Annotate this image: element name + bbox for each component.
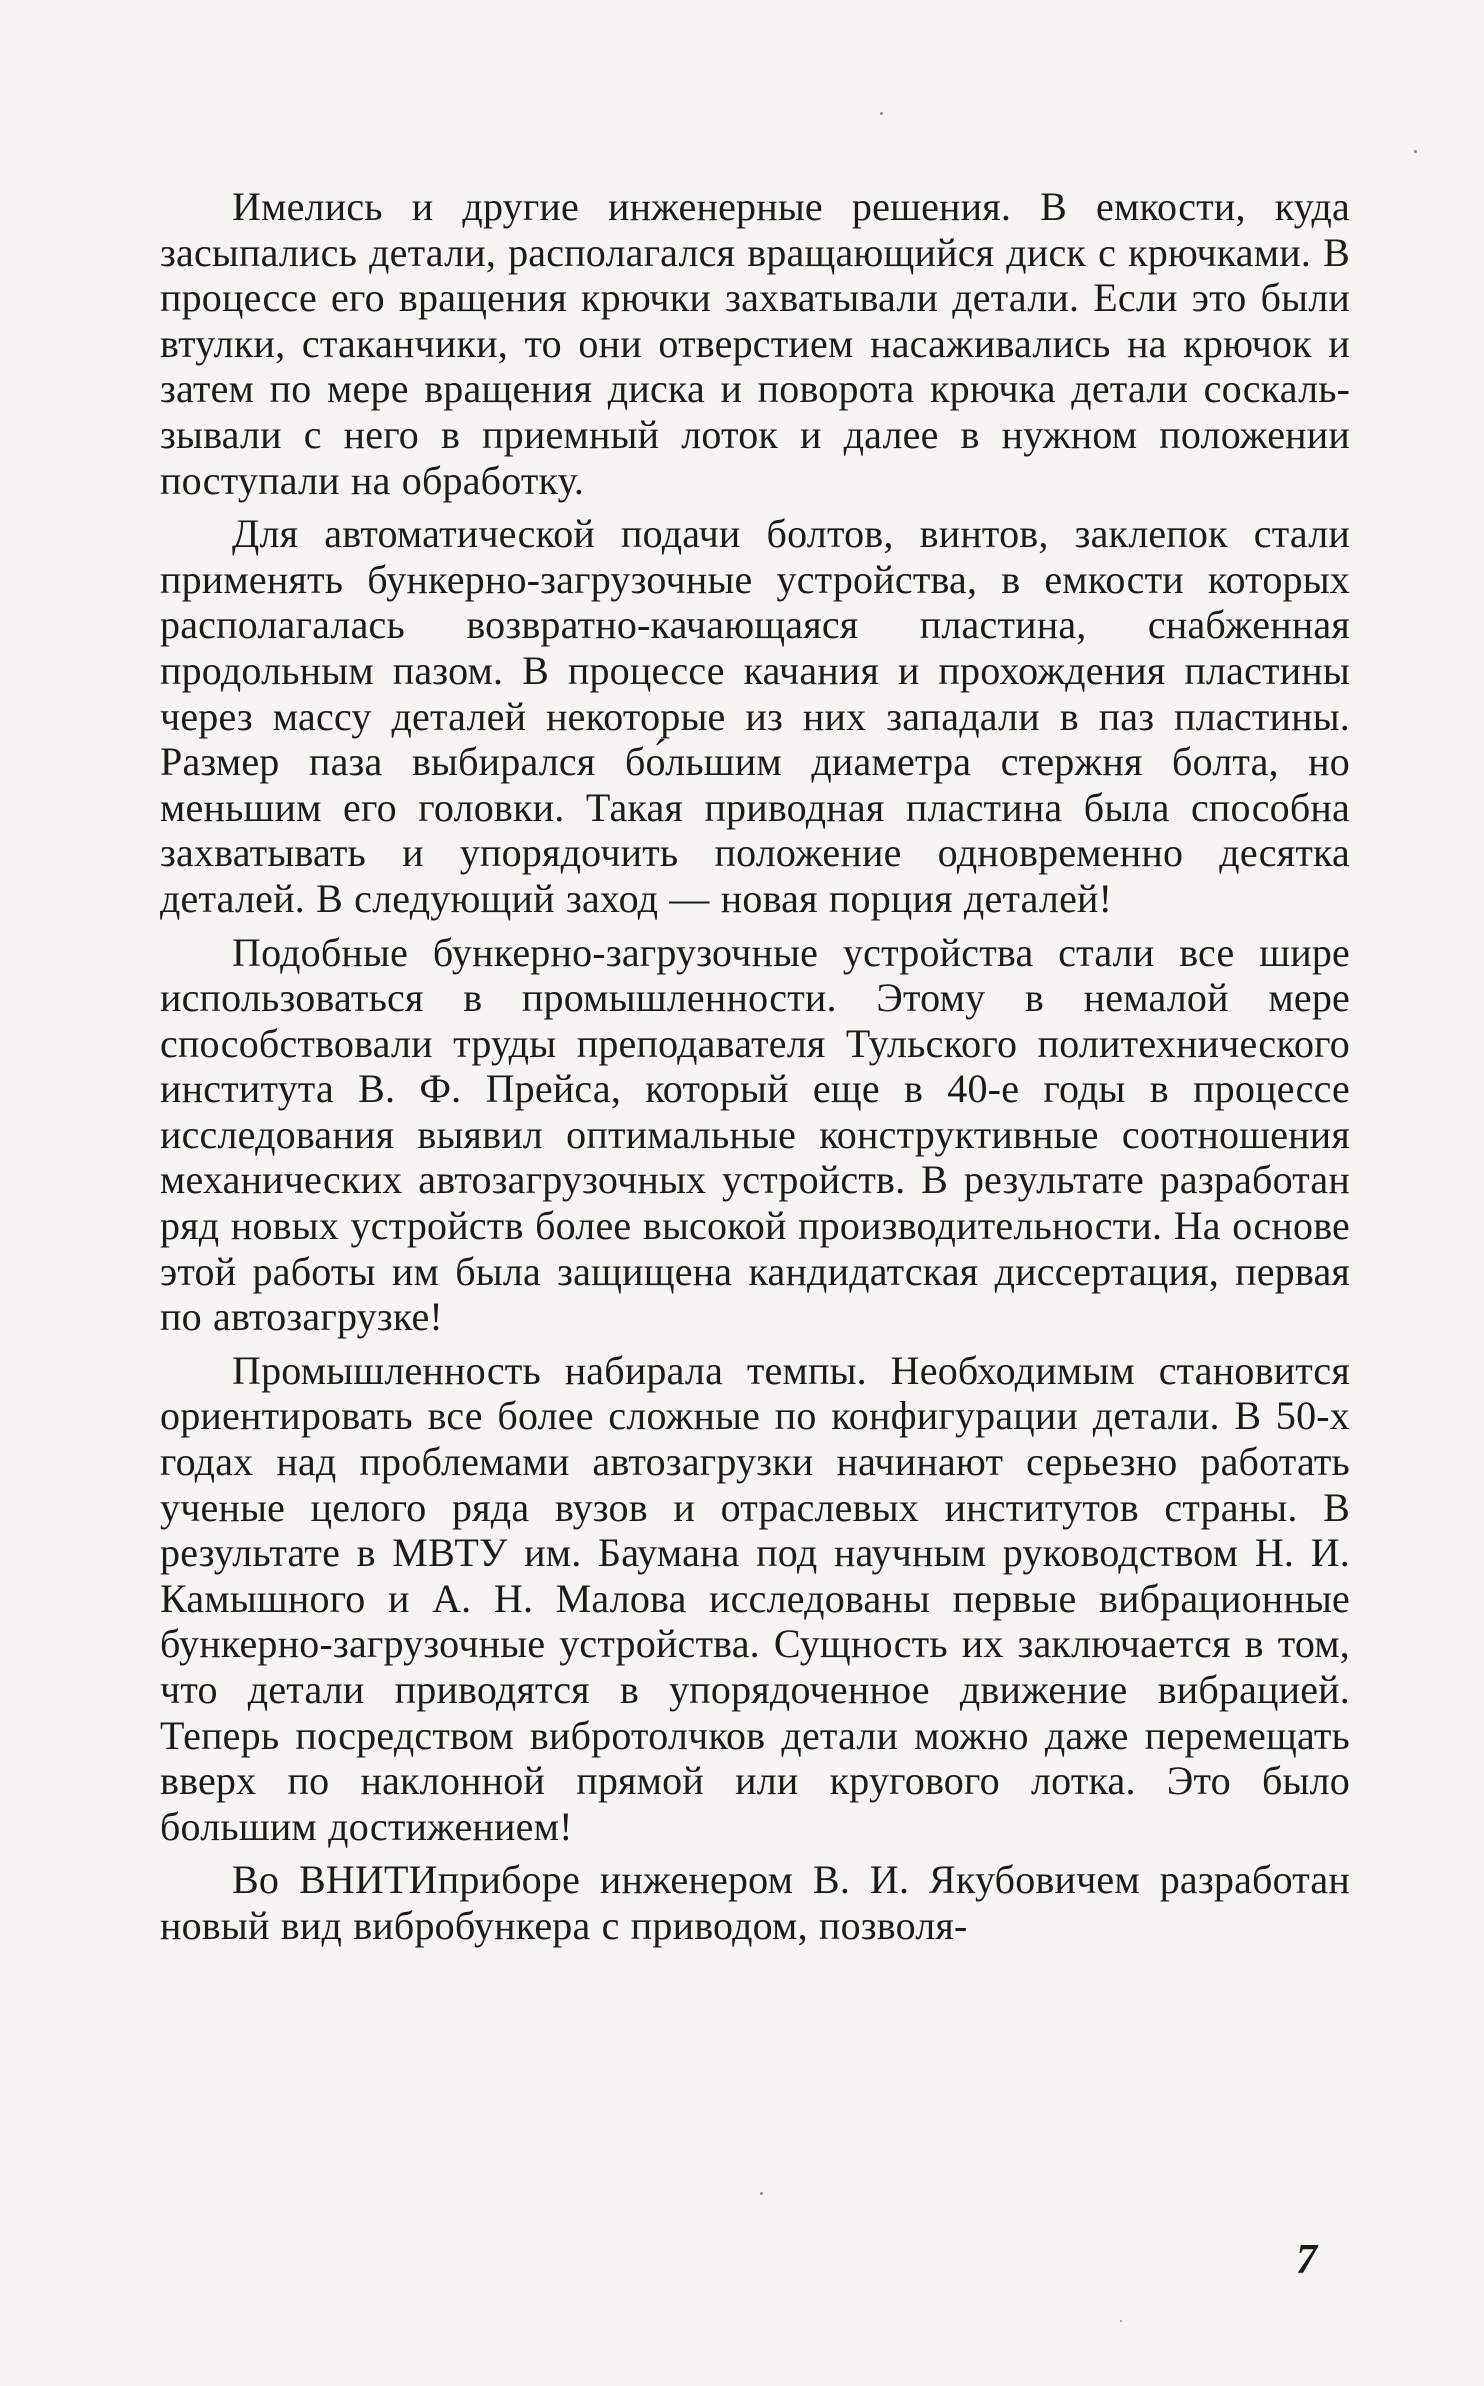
scan-speck: [1414, 150, 1417, 153]
paragraph-3: Подобные бункерно-загрузочные устройства стали все шире использоваться в промышленности. Этому в немалой мере способствовали труды преподавателя Тульского политехнического института В. Ф. Прейса, который еще в 40-е годы в процессе исследования выявил оптимальные конструктивные соотношения механических автозагрузочных устройств. В результате разработан ряд новых устройств более высокой производительности. На основе этой работы им была защищена кандидатская диссертация, первая по автозагрузке!: [160, 929, 1350, 1340]
scan-speck: [760, 2192, 763, 2195]
paragraph-2: Для автоматической подачи болтов, винтов, заклепок стали применять бункерно-загрузочные устройства, в емкости которых располагалась возвратно-качающаяся пластина, снабженная продольным пазом. В процессе качания и прохождения пластины через массу деталей некоторые из них западали в паз пластины. Размер паза выбирался бо́льшим диаметра стержня болта, но меньшим его головки. Такая приводная пластина была способна захватывать и упорядочить положение одновременно десятка деталей. В следующий заход — новая порция деталей!: [160, 511, 1350, 921]
paragraph-4: Промышленность набирала темпы. Необходимым становится ориентировать все более сложные по конфигурации детали. В 50-х годах над проблемами автозагрузки начинают серьезно работать ученые целого ряда вузов и отраслевых институтов страны. В результате в МВТУ им. Баумана под научным руководством Н. И. Камышного и А. Н. Малова исследованы первые вибрационные бункерно-загрузочные устройства. Сущность их заключается в том, что детали приводятся в упорядоченное движение вибрацией. Теперь посредством вибротолчков детали можно даже перемещать вверх по наклонной прямой или кругового лотка. Это было большим достижением!: [160, 1347, 1350, 1849]
page-number: 7: [1296, 2237, 1317, 2283]
body-text: [160, 184, 1350, 1957]
scan-speck: [880, 112, 883, 115]
scan-speck: [1120, 2320, 1122, 2322]
paragraph-5: Во ВНИТИприборе инженером В. И. Якубовичем разработан новый вид вибробункера с приводом, позволя-: [160, 1857, 1350, 1948]
paragraph-1: Имелись и другие инженерные решения. В емкости, куда засыпались детали, располагался вращающийся диск с крючками. В процессе его вращения крючки захватывали детали. Если это были втулки, стаканчики, то они отверстием насаживались на крючок и затем по мере вращения диска и поворота крючка детали соскальзывали с него в приемный лоток и далее в нужном положении поступали на обработку.: [160, 184, 1350, 503]
